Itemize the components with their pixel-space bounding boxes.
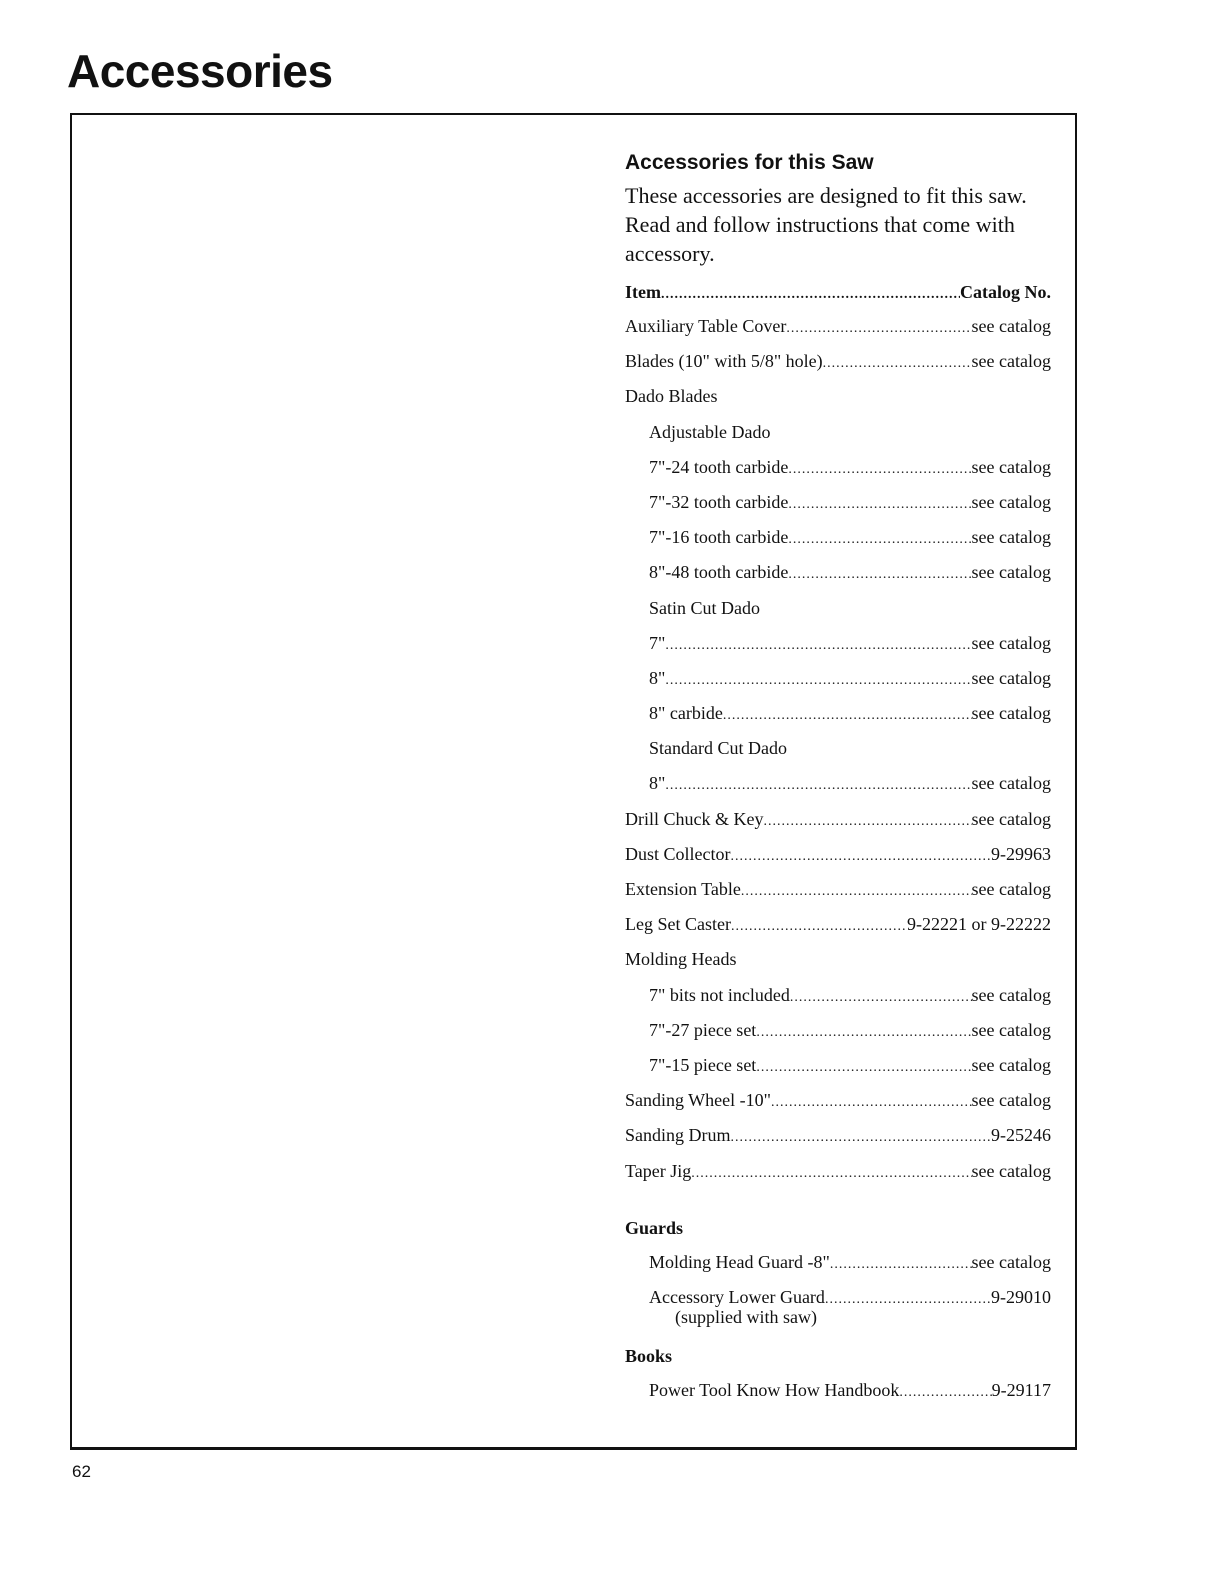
list-item	[625, 942, 1051, 977]
item-catalog-number: see catalog	[971, 1251, 1051, 1272]
dot-leader	[771, 1083, 972, 1120]
guards-heading: Guards	[625, 1217, 684, 1238]
item-catalog-number: see catalog	[971, 1090, 1051, 1111]
item-catalog-number: see catalog	[971, 808, 1051, 829]
dot-leader	[823, 344, 972, 381]
dot-leader	[731, 837, 992, 874]
intro-paragraph: These accessories are designed to fit this saw. Read and follow instructions that come with accessory.	[625, 183, 1027, 266]
item-label: Satin Cut Dado	[649, 597, 760, 618]
dot-leader	[665, 661, 971, 698]
item-label: 7"-15 piece set	[649, 1054, 757, 1075]
item-label: Power Tool Know How Handbook	[649, 1380, 900, 1401]
list-item	[625, 344, 1051, 379]
page-title: Accessories	[67, 45, 333, 97]
list-item	[625, 907, 1051, 942]
item-label: Drill Chuck & Key	[625, 808, 764, 829]
dot-leader	[731, 1118, 992, 1155]
dot-leader	[665, 766, 971, 803]
list-item	[625, 1118, 1051, 1153]
list-item	[625, 1245, 1051, 1280]
item-label: Sanding Wheel -10"	[625, 1090, 771, 1111]
list-item	[625, 872, 1051, 907]
table-header-row	[625, 275, 1051, 309]
list-item	[625, 309, 1051, 344]
accessories-column	[625, 149, 1055, 1408]
list-item	[625, 591, 1051, 626]
item-catalog-number: see catalog	[971, 456, 1051, 477]
list-item	[625, 415, 1051, 450]
list-item	[625, 485, 1051, 520]
list-item	[625, 520, 1051, 555]
item-label: 7"-27 piece set	[649, 1019, 757, 1040]
dot-leader	[723, 696, 972, 733]
dot-leader	[788, 485, 971, 522]
dot-leader	[661, 275, 960, 312]
item-label: Standard Cut Dado	[649, 738, 787, 759]
item-catalog-number: see catalog	[971, 527, 1051, 548]
list-item	[625, 1083, 1051, 1118]
list-item	[625, 731, 1051, 766]
dot-leader	[830, 1245, 972, 1282]
page-number: 62	[72, 1462, 91, 1481]
dot-leader	[788, 520, 971, 557]
item-label: Auxiliary Table Cover	[625, 316, 787, 336]
item-catalog-number: see catalog	[971, 316, 1051, 336]
list-item	[625, 696, 1051, 731]
item-label: Molding Head Guard -8"	[649, 1251, 830, 1272]
item-label: Accessory Lower Guard	[649, 1286, 825, 1307]
item-label: Dust Collector	[625, 843, 731, 864]
item-catalog-number: 9-25246	[991, 1125, 1051, 1146]
item-label: 8"	[649, 773, 666, 794]
dot-leader	[790, 978, 972, 1015]
dot-leader	[788, 450, 971, 487]
accessory-list	[625, 275, 1051, 1189]
item-catalog-number: see catalog	[971, 1019, 1051, 1040]
item-catalog-number: 9-29963	[991, 843, 1051, 864]
item-label: 8"	[649, 667, 666, 688]
item-label: Dado Blades	[625, 386, 718, 407]
dot-leader	[731, 907, 907, 944]
item-label: Leg Set Caster	[625, 914, 731, 935]
item-catalog-number: see catalog	[971, 773, 1051, 794]
item-label: 8" carbide	[649, 703, 723, 724]
item-catalog-number: see catalog	[971, 1160, 1051, 1181]
dot-leader	[756, 1013, 971, 1050]
item-catalog-number: see catalog	[971, 1054, 1051, 1075]
dot-leader	[788, 555, 971, 592]
item-catalog-number: 9-22221 or 9-22222	[907, 914, 1051, 935]
item-rows	[625, 309, 1051, 1189]
list-item	[625, 978, 1051, 1013]
item-label: 7"-24 tooth carbide	[649, 456, 789, 477]
dot-leader	[786, 309, 971, 346]
item-catalog-number: see catalog	[971, 491, 1051, 512]
item-catalog-number: 9-29010	[991, 1286, 1051, 1307]
list-item	[625, 450, 1051, 485]
list-item	[625, 1154, 1051, 1189]
item-label: 8"-48 tooth carbide	[649, 562, 789, 583]
item-catalog-number: see catalog	[971, 632, 1051, 653]
dot-leader	[691, 1154, 971, 1191]
list-item	[625, 802, 1051, 837]
list-item	[625, 1048, 1051, 1083]
list-item	[625, 555, 1051, 590]
header-catalog: Catalog No.	[960, 282, 1051, 302]
books-heading: Books	[625, 1346, 673, 1367]
item-label: 7" bits not included	[649, 984, 790, 1005]
item-catalog-number: see catalog	[971, 703, 1051, 724]
dot-leader	[899, 1373, 991, 1410]
item-label: 7"	[649, 632, 666, 653]
item-catalog-number: see catalog	[971, 879, 1051, 899]
item-catalog-number: see catalog	[971, 667, 1051, 688]
guard-note: (supplied with saw)	[675, 1307, 817, 1328]
list-item	[625, 766, 1051, 801]
list-item	[625, 1373, 1051, 1408]
list-item	[625, 837, 1051, 872]
guards-section	[625, 1211, 1051, 1409]
accessories-box	[70, 113, 1077, 1450]
item-label: Adjustable Dado	[649, 421, 771, 442]
dot-leader	[756, 1048, 971, 1085]
item-label: Sanding Drum	[625, 1125, 731, 1146]
section-heading: Accessories for this Saw	[625, 151, 874, 174]
dot-leader	[825, 1280, 991, 1317]
header-item: Item	[625, 282, 661, 302]
list-item	[625, 661, 1051, 696]
list-item	[625, 379, 1051, 414]
item-catalog-number: see catalog	[971, 984, 1051, 1005]
item-label: Taper Jig	[625, 1160, 692, 1181]
dot-leader	[763, 802, 971, 839]
item-label: 7"-16 tooth carbide	[649, 527, 789, 548]
item-catalog-number: 9-29117	[991, 1380, 1051, 1401]
list-item	[625, 1013, 1051, 1048]
item-catalog-number: see catalog	[971, 351, 1051, 372]
dot-leader	[665, 626, 971, 663]
item-label: Extension Table	[625, 879, 741, 899]
dot-leader	[741, 872, 972, 909]
item-label: 7"-32 tooth carbide	[649, 491, 789, 512]
item-label: Molding Heads	[625, 949, 737, 970]
list-item	[625, 626, 1051, 661]
item-label: Blades (10" with 5/8" hole)	[625, 351, 823, 372]
item-catalog-number: see catalog	[971, 562, 1051, 583]
